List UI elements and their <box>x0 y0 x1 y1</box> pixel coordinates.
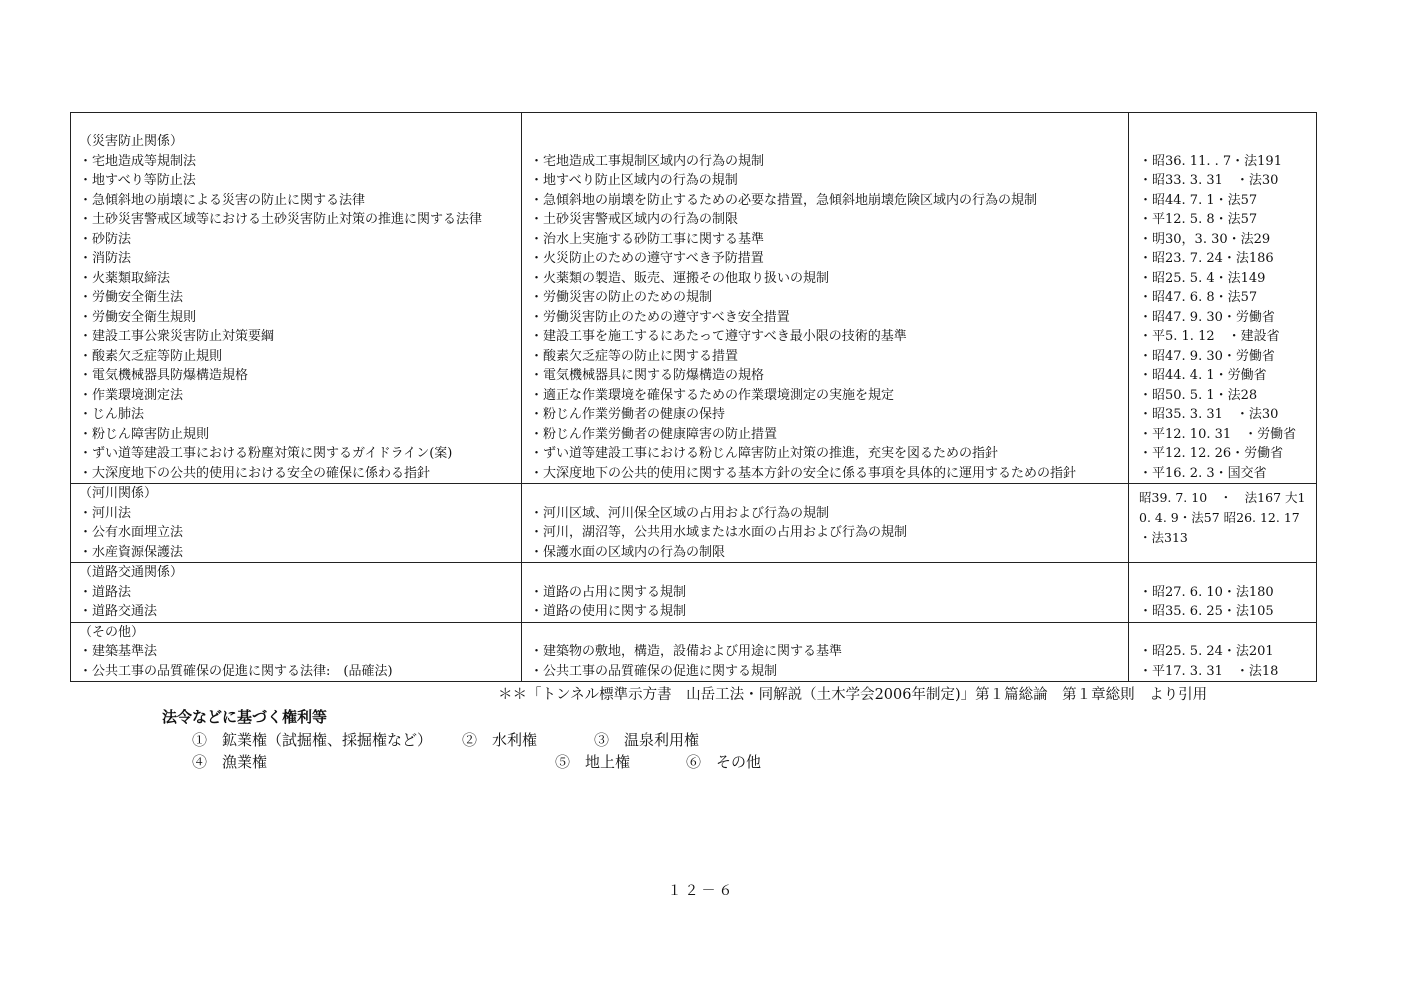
table-line: ・急傾斜地の崩壊を防止するための必要な措置，急傾斜地崩壊危険区域内の行為の規制 <box>530 192 1038 208</box>
table-line: ・粉じん作業労働者の健康障害の防止措置 <box>530 426 778 442</box>
road-refs-cell <box>1129 563 1317 623</box>
table-line: ・昭25. 5. 24・法201 <box>1139 644 1274 659</box>
table-line: ・急傾斜地の崩壊による災害の防止に関する法律 <box>79 192 366 208</box>
rights-item-fishing: ④ 漁業権 <box>192 753 268 771</box>
table-line: ・昭44. 7. 1・法57 <box>1139 192 1258 208</box>
other-laws-cell <box>71 622 522 682</box>
table-line: ・保護水面の区域内の行為の制限 <box>530 544 726 560</box>
table-line: ・昭47. 9. 30・労働省 <box>1139 348 1275 364</box>
table-line: ・粉じん作業労働者の健康の保持 <box>530 407 726 422</box>
table-line: ・昭33. 3. 31 ・法30 <box>1139 173 1279 188</box>
table-line: ・建築物の敷地，構造，設備および用途に関する基準 <box>530 644 843 659</box>
table-line: ・公共工事の品質確保の促進に関する規制 <box>530 663 778 679</box>
other-section-row <box>71 622 1317 682</box>
section-heading: （道路交通関係） <box>79 565 184 580</box>
table-line: ・建設工事公衆災害防止対策要綱 <box>79 329 275 344</box>
table-line: ・昭50. 5. 1・法28 <box>1139 387 1258 403</box>
section-heading: （その他） <box>79 624 145 640</box>
section-heading: （災害防止関係） <box>79 134 184 149</box>
table-line: ・消防法 <box>79 251 132 266</box>
table-line: ・ずい道等建設工事における粉塵対策に関するガイドライン(案) <box>79 446 453 461</box>
table-line: ・大深度地下の公共的使用における安全の確保に係わる指針 <box>79 465 431 481</box>
rights-title: 法令などに基づく権利等 <box>162 708 328 726</box>
table-line: ・昭35. 3. 31 ・法30 <box>1139 407 1279 422</box>
table-line: ・酸素欠乏症等の防止に関する措置 <box>530 348 739 364</box>
table-line: ・公有水面埋立法 <box>79 525 184 540</box>
page-number: １２－６ <box>667 883 736 899</box>
table-line: ・平16. 2. 3・国交省 <box>1139 465 1267 481</box>
table-line: ・道路法 <box>79 584 132 600</box>
table-line: ・昭25. 5. 4・法149 <box>1139 270 1266 286</box>
road-section-row <box>71 563 1317 623</box>
table-line: ・ずい道等建設工事における粉じん障害防止対策の推進，充実を図るための指針 <box>530 446 999 461</box>
disaster-refs-cell <box>1129 113 1317 484</box>
table-line: ・電気機械器具に関する防爆構造の規格 <box>530 368 765 383</box>
rights-item-water: ② 水利権 <box>462 731 538 749</box>
table-line: ・土砂災害警戒区域内の行為の制限 <box>530 212 739 227</box>
table-line: ・道路の占用に関する規制 <box>530 584 687 600</box>
rights-item-mining: ① 鉱業権（試掘権、採掘権など） <box>192 731 433 749</box>
table-line: ・砂防法 <box>79 231 132 247</box>
table-line: ・平12. 12. 26・労働省 <box>1139 446 1284 461</box>
section-heading: （河川関係） <box>79 486 158 501</box>
table-line: ・昭27. 6. 10・法180 <box>1139 584 1274 600</box>
table-line: ・大深度地下の公共的使用に関する基本方針の安全に係る事項を具体的に運用するための指針 <box>530 465 1077 481</box>
river-refs-cell <box>1129 484 1317 563</box>
road-content-cell <box>522 563 1129 623</box>
table-line: ・地すべり等防止法 <box>79 173 196 188</box>
table-line: ・平5. 1. 12 ・建設省 <box>1139 329 1280 344</box>
table-line: ・建築基準法 <box>79 644 158 659</box>
river-section-row <box>71 484 1317 563</box>
table-line: ・昭47. 6. 8・法57 <box>1139 290 1258 305</box>
table-line: ・労働災害の防止のための規制 <box>530 290 713 305</box>
table-line: ・土砂災害警戒区域等における土砂災害防止対策の推進に関する法律 <box>79 212 483 227</box>
table-line: ・労働災害防止のための遵守すべき安全措置 <box>530 309 790 325</box>
disaster-laws-cell <box>71 113 522 484</box>
road-laws-cell <box>71 563 522 623</box>
table-line: ・平12. 10. 31 ・労働省 <box>1139 426 1297 442</box>
table-line: ・建設工事を施工するにあたって遵守すべき最小限の技術的基準 <box>530 329 907 344</box>
table-line: ・じん肺法 <box>79 407 145 422</box>
table-line: ・火薬類の製造、販売、運搬その他取り扱いの規制 <box>530 270 830 286</box>
disaster-content-cell <box>522 113 1129 484</box>
table-line: ・平12. 5. 8・法57 <box>1139 212 1258 227</box>
table-line: ・適正な作業環境を確保するための作業環境測定の実施を規定 <box>530 387 895 403</box>
table-line: ・宅地造成工事規制区域内の行為の規制 <box>530 153 765 169</box>
table-line: ・河川区域、河川保全区域の占用および行為の規制 <box>530 505 830 521</box>
table-line: ・火災防止のための遵守すべき予防措置 <box>530 251 764 266</box>
table-line: ・道路交通法 <box>79 604 158 619</box>
table-line: ・宅地造成等規制法 <box>79 153 197 169</box>
rights-item-surface: ⑤ 地上権 <box>555 753 631 771</box>
laws-table <box>70 112 1317 682</box>
river-content-cell <box>522 484 1129 563</box>
river-laws-cell <box>71 484 522 563</box>
table-line: ・治水上実施する砂防工事に関する基準 <box>530 231 765 247</box>
table-line: ・公共工事の品質確保の促進に関する法律: (品確法) <box>79 663 393 679</box>
other-content-cell <box>522 622 1129 682</box>
disaster-section-row <box>71 113 1317 484</box>
table-line: ・昭47. 9. 30・労働省 <box>1139 309 1275 325</box>
rights-item-other: ⑥ その他 <box>686 753 762 771</box>
table-line: ・作業環境測定法 <box>79 387 184 403</box>
other-refs-cell <box>1129 622 1317 682</box>
table-line: ・地すべり防止区域内の行為の規制 <box>530 173 738 188</box>
table-line: ・河川，湖沼等，公共用水域または水面の占用および行為の規制 <box>530 525 908 540</box>
table-line: ・粉じん障害防止規則 <box>79 426 210 442</box>
table-line: ・平17. 3. 31 ・法18 <box>1139 663 1279 679</box>
table-line: ・水産資源保護法 <box>79 544 184 560</box>
table-line: ・昭36. 11. . 7・法191 <box>1139 153 1282 169</box>
table-line: ・明30，3. 30・法29 <box>1139 231 1271 247</box>
rights-item-hot-spring: ③ 温泉利用権 <box>594 731 700 749</box>
table-line: ・河川法 <box>79 505 132 521</box>
table-line: ・酸素欠乏症等防止規則 <box>79 348 223 364</box>
source-note: ＊＊「トンネル標準示方書 山岳工法・同解説（土木学会2006年制定)」第１篇総論 第１章総則 より引用 <box>498 687 1208 703</box>
table-line: ・道路の使用に関する規制 <box>530 604 687 619</box>
table-line: ・火薬類取締法 <box>79 270 171 286</box>
river-refs-text: 昭39. 7. 10 ・ 法167 大10. 4. 9・法57 昭26. 12. 17 ・法313 <box>1139 490 1313 545</box>
table-line: ・労働安全衛生規則 <box>79 309 197 325</box>
table-line: ・電気機械器具防爆構造規格 <box>79 368 249 383</box>
table-line: ・昭23. 7. 24・法186 <box>1139 251 1274 266</box>
table-line: ・昭35. 6. 25・法105 <box>1139 604 1274 619</box>
table-line: ・昭44. 4. 1・労働省 <box>1139 368 1267 383</box>
table-line: ・労働安全衛生法 <box>79 290 184 305</box>
